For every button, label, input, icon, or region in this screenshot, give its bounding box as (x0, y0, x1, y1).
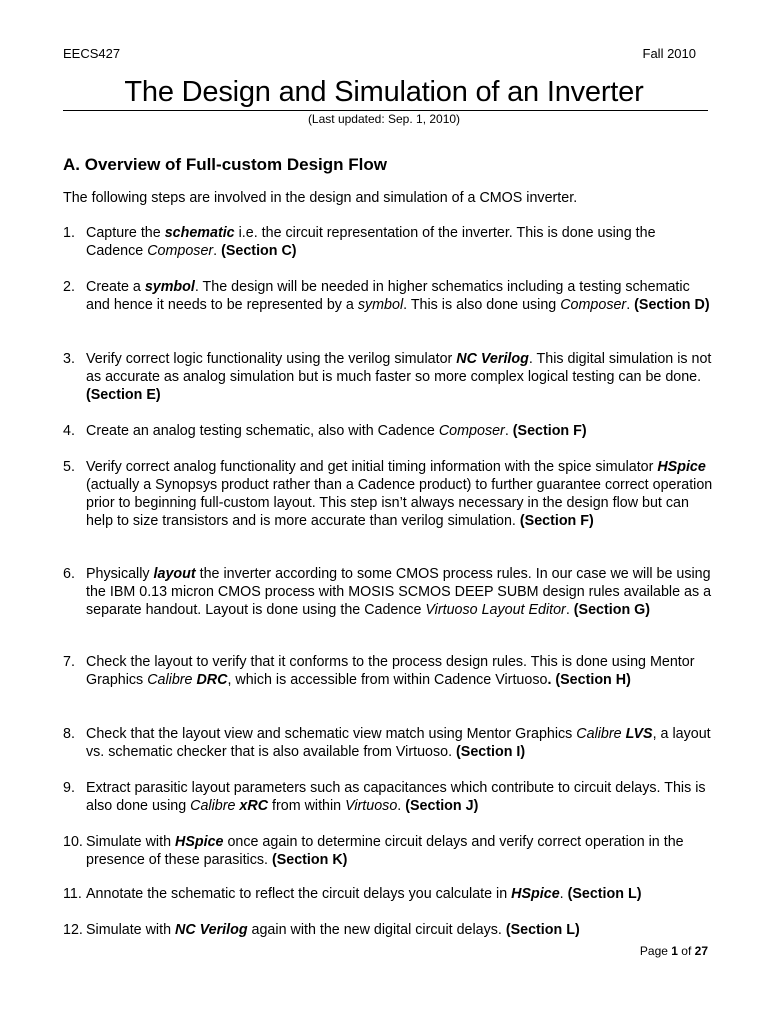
list-item-number: 1. (63, 225, 75, 241)
list-item-text-run: layout (153, 566, 196, 582)
list-item-number: 5. (63, 459, 75, 475)
section-heading: A. Overview of Full-custom Design Flow (63, 155, 387, 174)
list-item-text (86, 565, 713, 619)
list-item-text-run: (Section K) (271, 852, 348, 868)
list-item-text-run: Composer (438, 423, 505, 439)
list-item-text-run: DRC (196, 672, 228, 688)
list-item-text (86, 422, 713, 440)
list-item-text-run: NC Verilog (175, 922, 248, 938)
list-item-text-run: . The design will be needed in higher schematics including a testing schematic and hence it needs to be represented by a (86, 279, 690, 313)
list-item-text-run: (Section F) (519, 513, 594, 529)
list-item-text-run: xRC (239, 798, 269, 814)
page-number (640, 944, 708, 958)
list-item-text-run: Create a (86, 279, 145, 295)
list-item (63, 565, 713, 619)
list-item-text-run: (Section L) (505, 922, 580, 938)
list-item-text-run: . (213, 243, 222, 259)
list-item-text-run: symbol (357, 297, 404, 313)
list-item-text-run: Check the layout to verify that it conforms to the process design rules. This is done using Mentor Graphics (86, 654, 695, 688)
list-item-text (86, 921, 713, 939)
list-item-text-run: HSpice (657, 459, 706, 475)
list-item-text-run: Capture the (86, 225, 165, 241)
list-item-text-run: . (397, 798, 406, 814)
list-item (63, 885, 713, 903)
page-of: of (677, 944, 695, 958)
list-item-text-run: NC Verilog (456, 351, 529, 367)
list-item-text-run: once again to determine circuit delays and verify correct operation in the presence of these parasitics. (86, 834, 684, 868)
list-item-number: 6. (63, 566, 75, 582)
list-item-text-run: Extract parasitic layout parameters such as capacitances which contribute to circuit delays. This is also done using (86, 780, 706, 814)
list-item-number: 3. (63, 351, 75, 367)
list-item-number: 9. (63, 780, 75, 796)
list-item-text-run: Calibre (576, 726, 622, 742)
list-item-text-run: (Section L) (567, 886, 642, 902)
list-item-text (86, 653, 713, 689)
intro-paragraph: The following steps are involved in the design and simulation of a CMOS inverter. (63, 190, 578, 206)
list-item-text-run: (Section F) (512, 423, 587, 439)
list-item-number: 11. (63, 886, 82, 902)
list-item-text-run: (Section G) (573, 602, 651, 618)
list-item-text-run: HSpice (175, 834, 224, 850)
list-item-text-run: , a layout vs. schematic checker that is also available from Virtuoso. (86, 726, 711, 760)
list-item-number: 7. (63, 654, 75, 670)
title-rule (63, 110, 708, 111)
page-total: 27 (694, 944, 708, 958)
list-item-number: 2. (63, 279, 75, 295)
list-item (63, 278, 713, 314)
page-prefix: Page (639, 944, 672, 958)
list-item (63, 921, 713, 939)
list-item-text (86, 224, 713, 260)
list-item-text-run: . This digital simulation is not as accurate as analog simulation but is much faster so more complex logical testing can be done. (86, 351, 712, 385)
list-item-text-run: Annotate the schematic to reflect the circuit delays you calculate in (86, 886, 512, 902)
list-item-text (86, 725, 713, 761)
list-item (63, 725, 713, 761)
list-item-text-run: Physically (86, 566, 154, 582)
list-item-text-run: (Section D) (634, 297, 710, 313)
list-item-text-run: the inverter according to some CMOS process rules. In our case we will be using the IBM 0.13 micron CMOS process with MOSIS SCMOS DEEP SUBM design rules available as a separate handout. Layout is done using the Cadence (86, 566, 712, 618)
list-item-text-run: LVS (625, 726, 653, 742)
list-item-text (86, 779, 713, 815)
list-item-text-run: Simulate with (86, 834, 175, 850)
list-item (63, 779, 713, 815)
page-current: 1 (671, 944, 678, 958)
list-item-text-run: Calibre (190, 798, 236, 814)
list-item (63, 458, 713, 530)
list-item-text-run: Verify correct logic functionality using the verilog simulator (86, 351, 457, 367)
list-item-number: 8. (63, 726, 75, 742)
list-item-text-run: Calibre (147, 672, 193, 688)
list-item-text-run: schematic (164, 225, 235, 241)
course-code: EECS427 (63, 46, 121, 61)
list-item-text-run: Composer (560, 297, 627, 313)
list-item-text-run: (Section C) (221, 243, 297, 259)
list-item-text-run: (Section I) (456, 744, 526, 760)
list-item-text-run: . (565, 602, 574, 618)
list-item-text-run: (Section E) (86, 387, 161, 403)
list-item-text-run: HSpice (511, 886, 560, 902)
list-item-text-run: Virtuoso (345, 798, 398, 814)
list-item-text-run: Check that the layout view and schematic view match using Mentor Graphics (86, 726, 577, 742)
page-title: The Design and Simulation of an Inverter (124, 76, 644, 108)
list-item-text (86, 885, 713, 903)
list-item-text-run: again with the new digital circuit delays. (247, 922, 506, 938)
list-item-text (86, 350, 713, 404)
list-item-text (86, 458, 713, 530)
list-item-number: 10. (63, 834, 83, 850)
list-item (63, 422, 713, 440)
list-item-text-run: Simulate with (86, 922, 175, 938)
list-item-text-run: i.e. the circuit representation of the inverter. This is done using the Cadence (86, 225, 656, 259)
list-item-text-run: . (504, 423, 513, 439)
list-item-text (86, 278, 713, 314)
term: Fall 2010 (642, 46, 696, 61)
list-item-text-run: . (626, 297, 635, 313)
list-item-text-run: Composer (147, 243, 214, 259)
list-item-text-run: . (Section H) (547, 672, 631, 688)
list-item-text-run: Verify correct analog functionality and get initial timing information with the spice simulator (86, 459, 658, 475)
list-item (63, 653, 713, 689)
list-item-text-run: . This is also done using (403, 297, 561, 313)
list-item-number: 4. (63, 423, 75, 439)
last-updated: (Last updated: Sep. 1, 2010) (307, 112, 461, 126)
list-item-text-run: (actually a Synopsys product rather than a Cadence product) to further guarantee correct operation prior to beginning full-custom layout. This step isn’t always necessary in the design flow but can help to size transistors and is more accurate than verilog simulation. (86, 477, 713, 529)
list-item-text-run: (Section J) (405, 798, 479, 814)
list-item (63, 833, 713, 869)
list-item-text (86, 833, 713, 869)
list-item (63, 350, 713, 404)
list-item-number: 12. (63, 922, 83, 938)
list-item-text-run: , which is accessible from within Cadence Virtuoso (227, 672, 548, 688)
list-item (63, 224, 713, 260)
list-item-text-run: from within (268, 798, 346, 814)
list-item-text-run: Virtuoso Layout Editor (425, 602, 566, 618)
list-item-text-run: Create an analog testing schematic, also with Cadence (86, 423, 439, 439)
list-item-text-run: symbol (144, 279, 195, 295)
list-item-text-run: . (559, 886, 568, 902)
